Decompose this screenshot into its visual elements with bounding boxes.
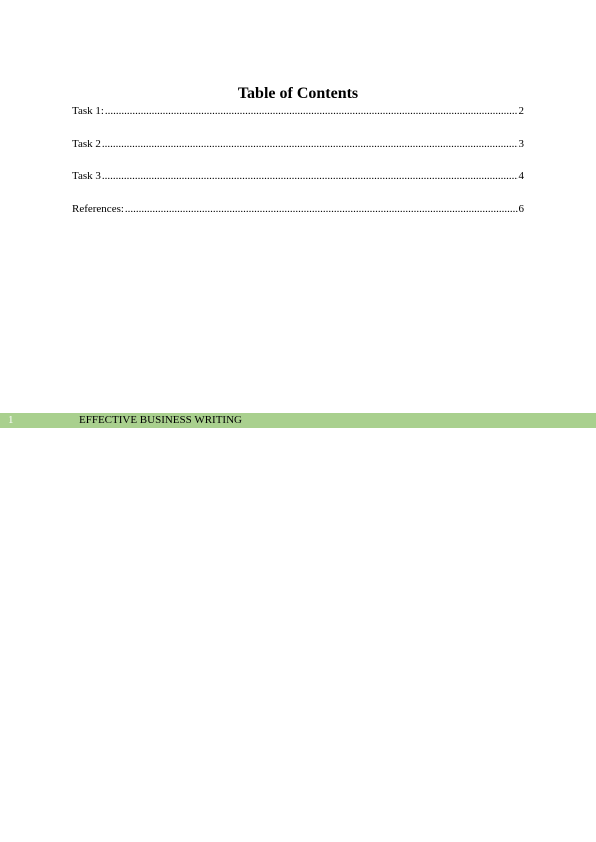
toc-dot-leader <box>102 169 518 183</box>
toc-entry-task-3[interactable] <box>72 169 524 183</box>
toc-dot-leader <box>105 104 518 118</box>
toc-entry-page: 3 <box>518 137 524 150</box>
toc-entry-label: Task 3 <box>72 170 101 182</box>
footer-page-number: 1 <box>8 414 14 426</box>
toc-entry-label: References: <box>72 202 124 215</box>
toc-dot-leader <box>125 202 518 216</box>
toc-title: Table of Contents <box>237 85 359 102</box>
footer-band <box>0 413 596 428</box>
toc-entry-label: Task 1: <box>72 105 104 117</box>
toc-entry-task-1[interactable] <box>72 104 524 118</box>
toc-entry-label: Task 2 <box>72 137 101 150</box>
toc-entry-page: 6 <box>518 202 524 215</box>
toc-entry-task-2[interactable] <box>72 137 524 151</box>
footer-running-title: EFFECTIVE BUSINESS WRITING <box>79 414 242 426</box>
toc-list <box>72 104 524 234</box>
toc-dot-leader <box>102 137 518 151</box>
toc-entry-page: 2 <box>518 105 524 117</box>
toc-entry-page: 4 <box>518 170 524 182</box>
toc-entry-references[interactable] <box>72 202 524 216</box>
